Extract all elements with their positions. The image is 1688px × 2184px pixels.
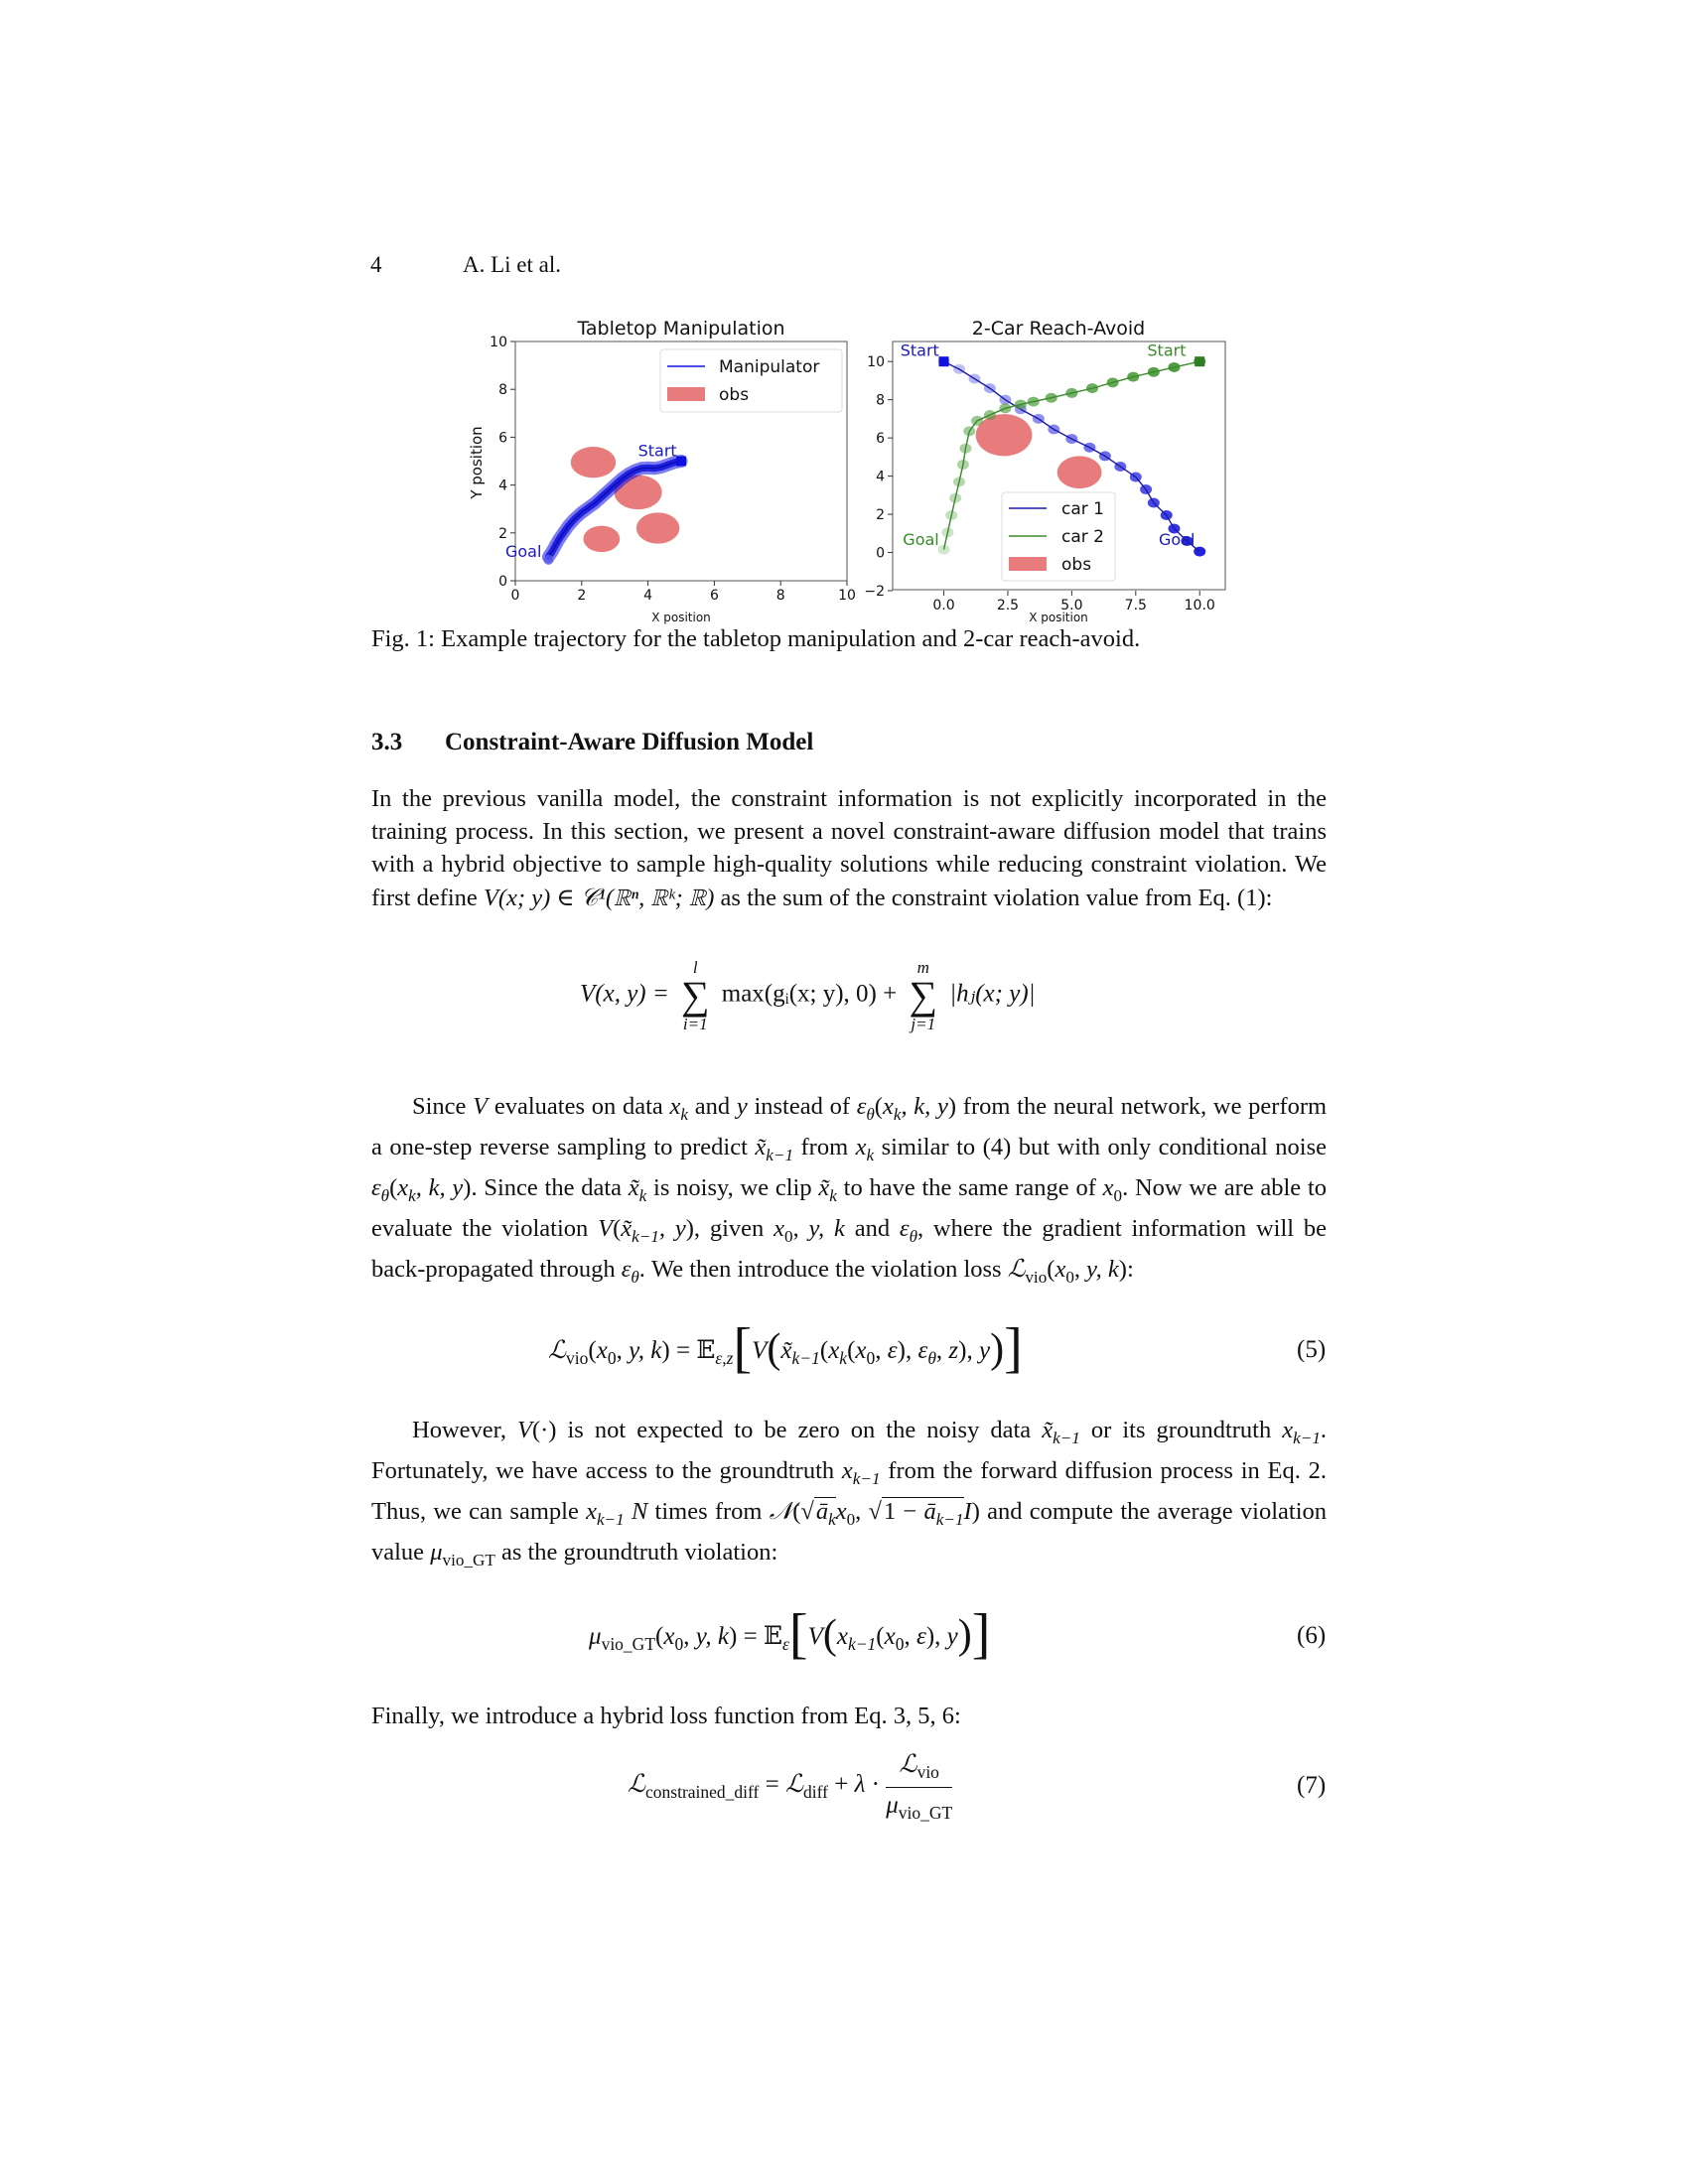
eq-term-2: |hⱼ(x; y)| <box>949 980 1036 1008</box>
summation-1 <box>681 959 710 1032</box>
y-tick-label: 2 <box>498 525 507 542</box>
y-tick-label: 0 <box>876 545 885 562</box>
annotation-label: Goal <box>504 541 542 561</box>
obstacle <box>571 447 616 478</box>
text-run: . We then introduce the violation loss <box>638 1256 1002 1284</box>
text-run: : <box>1126 1256 1134 1284</box>
paragraph-4 <box>371 1700 1327 1732</box>
x-axis-label: X position <box>1029 611 1088 624</box>
chart-title: 2-Car Reach-Avoid <box>971 318 1146 340</box>
paragraph-1 <box>371 782 1327 914</box>
running-header-authors: A. Li et al. <box>463 252 561 277</box>
text-run: instead of <box>754 1093 850 1120</box>
sigma-symbol: ∑ <box>680 973 710 1018</box>
goal-marker <box>543 555 553 565</box>
legend-swatch-obs <box>1009 557 1047 571</box>
eq-term-1: max(gᵢ(x; y), 0) + <box>721 980 898 1008</box>
equation-6-number: (6) <box>1297 1622 1327 1649</box>
y-tick-label: 10 <box>490 335 507 350</box>
x-tick-label: 0 <box>510 588 520 604</box>
text-run: . Fortunately, we have access to the groundtruth <box>371 1417 1328 1485</box>
paragraph-1-tail: as the sum of the constraint violation value from Eq. (1): <box>720 884 1273 911</box>
legend <box>660 349 842 412</box>
paragraph-1-text: In the previous vanilla model, the constraint information is not explicitly incorporated in the training process. In this section, we present a novel constraint-aware diffusion model that trains with a hybrid objective to sample high-quality solutions while reducing constraint violation. We first define <box>371 785 1327 911</box>
legend-label-obs: obs <box>719 385 750 405</box>
x-tick-label: 4 <box>643 588 653 604</box>
equation-7-number: (7) <box>1297 1772 1327 1799</box>
eq-lhs: V(x, y) = <box>580 980 669 1008</box>
text-run: from the forward diffusion process in Eq. 2. Thus, we can sample <box>371 1457 1327 1526</box>
x-tick-label: 7.5 <box>1124 598 1147 614</box>
start-marker <box>1195 356 1204 366</box>
annotation-label: Goal <box>1159 529 1196 549</box>
equation-7: ℒ$_{constrained\_diff}$ = ℒ$_{diff}$ + λ · $\frac{ℒ_{vio}}{\mu_{vio\_GT}}$ <box>628 1751 953 1823</box>
x-axis-label: X position <box>651 611 711 624</box>
y-tick-label: 6 <box>498 430 507 447</box>
chart-2-car-reach-avoid <box>864 318 1225 624</box>
paragraph-2: Since V evaluates on data $x_k$ and y instead of $\varepsilon_\theta(x_k$, k, y) from the neural network, we perform a one-step reverse sampling to predict $x̃_{k-1}$ from $x_k$ similar to (4) but with only conditional noise $\varepsilon_\theta(x_k$, k, y). Since the data $x̃_k$ is noisy, we clip $x̃_k$ to have the same range of $x_0$. Now we are able to evaluate the violation $V(x̃_{k-1}$, y), given $x_0$, y, k and $\varepsilon_\theta$, where the gradient information will be back-propagated through $\varepsilon_\theta$. We then introduce the violation loss $ℒ_{vio}(x_0$, y, k): <box>371 1093 1328 1288</box>
annotation-label: Start <box>900 341 939 360</box>
section-title: Constraint-Aware Diffusion Model <box>445 729 814 755</box>
sum-lower: j=1 <box>911 1015 936 1033</box>
annotation-label: Goal <box>903 529 939 549</box>
equation-5-number: (5) <box>1297 1336 1327 1363</box>
page-number: 4 <box>370 252 382 277</box>
text-run: , where the gradient information will be back-propagated through <box>371 1215 1328 1284</box>
y-tick-label: 8 <box>876 392 885 409</box>
text-run: from <box>800 1134 849 1161</box>
section-number: 3.3 <box>371 729 403 755</box>
legend-label-manipulator: Manipulator <box>719 357 820 377</box>
annotation-label: Start <box>1147 341 1187 360</box>
equation-6: $\mu_{vio\_GT}(x_0$, y, $k) = 𝔼_\varepsilon[V(x_{k-1}(x_0$, ε), y)] <box>589 1603 991 1665</box>
obstacle <box>976 414 1033 456</box>
text-run: . Now we are able to evaluate the violation <box>371 1174 1327 1243</box>
y-tick-label: 0 <box>498 574 507 590</box>
chart-tabletop-manipulation <box>468 318 856 624</box>
text-run: to have the same range of <box>843 1174 1096 1202</box>
text-run: times from <box>654 1498 763 1526</box>
paragraph-3: However, V(·) is not expected to be zero on the noisy data $x̃_{k-1}$ or its groundtruth $x_{k-1}$. Fortunately, we have access to the groundtruth $x_{k-1}$ from the forward diffusion process in Eq. 2. Thus, we can sample $x_{k-1}$ N times from $𝒩(√ā_kx_0$, $√1 - ā_{k-1}I$) and compute the average violation value $\mu_{vio\_GT}$ as the groundtruth violation: <box>371 1417 1328 1570</box>
x-tick-label: 10.0 <box>1184 598 1215 614</box>
inline-math: V(x; y) ∈ 𝒞¹(ℝⁿ, ℝᵏ; ℝ) <box>483 884 715 911</box>
start-marker <box>939 356 949 366</box>
x-tick-label: 6 <box>709 588 719 604</box>
y-axis-label: Y position <box>468 426 486 499</box>
figure-caption: Fig. 1: Example trajectory for the tabletop manipulation and 2-car reach-avoid. <box>371 625 1141 652</box>
fraction: $\frac{ℒ_{vio}}{\mu_{vio\_GT}}$ <box>886 1751 953 1823</box>
y-tick-label: 4 <box>498 478 507 494</box>
section-heading <box>371 729 813 756</box>
chart-title: Tabletop Manipulation <box>577 318 785 340</box>
text-run: and <box>694 1093 731 1120</box>
y-tick-label: 8 <box>498 382 507 399</box>
sigma-symbol: ∑ <box>909 973 937 1018</box>
obstacle <box>583 526 620 553</box>
x-tick-label: 10 <box>838 588 856 604</box>
start-marker <box>676 457 686 467</box>
x-tick-label: 5.0 <box>1060 598 1083 614</box>
sum-lower: i=1 <box>682 1015 708 1033</box>
text-run: similar to (4) but with only conditional noise <box>881 1134 1327 1161</box>
figure-1 <box>0 0 1688 635</box>
text-run: as the groundtruth violation: <box>500 1539 778 1567</box>
text-run: However, <box>412 1417 506 1443</box>
x-tick-label: 2 <box>577 588 587 604</box>
text-run: evaluates on data <box>493 1093 663 1120</box>
annotation-label: Start <box>637 441 677 461</box>
paragraph-4-text: Finally, we introduce a hybrid loss function from Eq. 3, 5, 6: <box>371 1703 961 1729</box>
text-run: , given <box>693 1215 765 1243</box>
text-run: and <box>854 1215 891 1243</box>
legend <box>1002 492 1115 581</box>
equation-violation <box>580 959 1036 1032</box>
y-tick-label: −2 <box>864 584 885 600</box>
obstacle <box>1057 456 1102 488</box>
y-tick-label: 10 <box>867 354 885 371</box>
text-run: is not expected to be zero on the noisy data <box>567 1417 1032 1443</box>
equation-5: $ℒ_{vio}(x_0$, y, $k) = 𝔼_{\varepsilon,z}[V(x̃_{k-1}(x_k(x_0$, ε), $\varepsilon_\theta$, z), y)] <box>548 1317 1023 1379</box>
sum-upper: l <box>692 958 698 977</box>
sum-upper: m <box>916 958 929 977</box>
x-tick-label: 8 <box>775 588 785 604</box>
y-tick-label: 4 <box>876 469 885 485</box>
y-tick-label: 6 <box>876 431 885 448</box>
text-run: is noisy, we clip <box>653 1174 812 1202</box>
legend-label-obs: obs <box>1061 555 1092 575</box>
text-run: from the neural network, we perform a one-step reverse sampling to predict <box>371 1093 1328 1161</box>
text-run: and compute the average violation value <box>371 1498 1328 1567</box>
x-tick-label: 0.0 <box>932 598 955 614</box>
text-run: or its groundtruth <box>1090 1417 1272 1443</box>
legend-label-car-2: car 2 <box>1061 527 1104 547</box>
legend-label-car-1: car 1 <box>1061 499 1104 519</box>
summation-2 <box>909 959 937 1032</box>
y-tick-label: 2 <box>876 507 885 524</box>
text-run: Since <box>412 1093 467 1120</box>
obstacle <box>636 512 679 543</box>
text-run: . Since the data <box>471 1174 623 1202</box>
x-tick-label: 2.5 <box>996 598 1020 614</box>
legend-swatch-obs <box>667 387 705 401</box>
